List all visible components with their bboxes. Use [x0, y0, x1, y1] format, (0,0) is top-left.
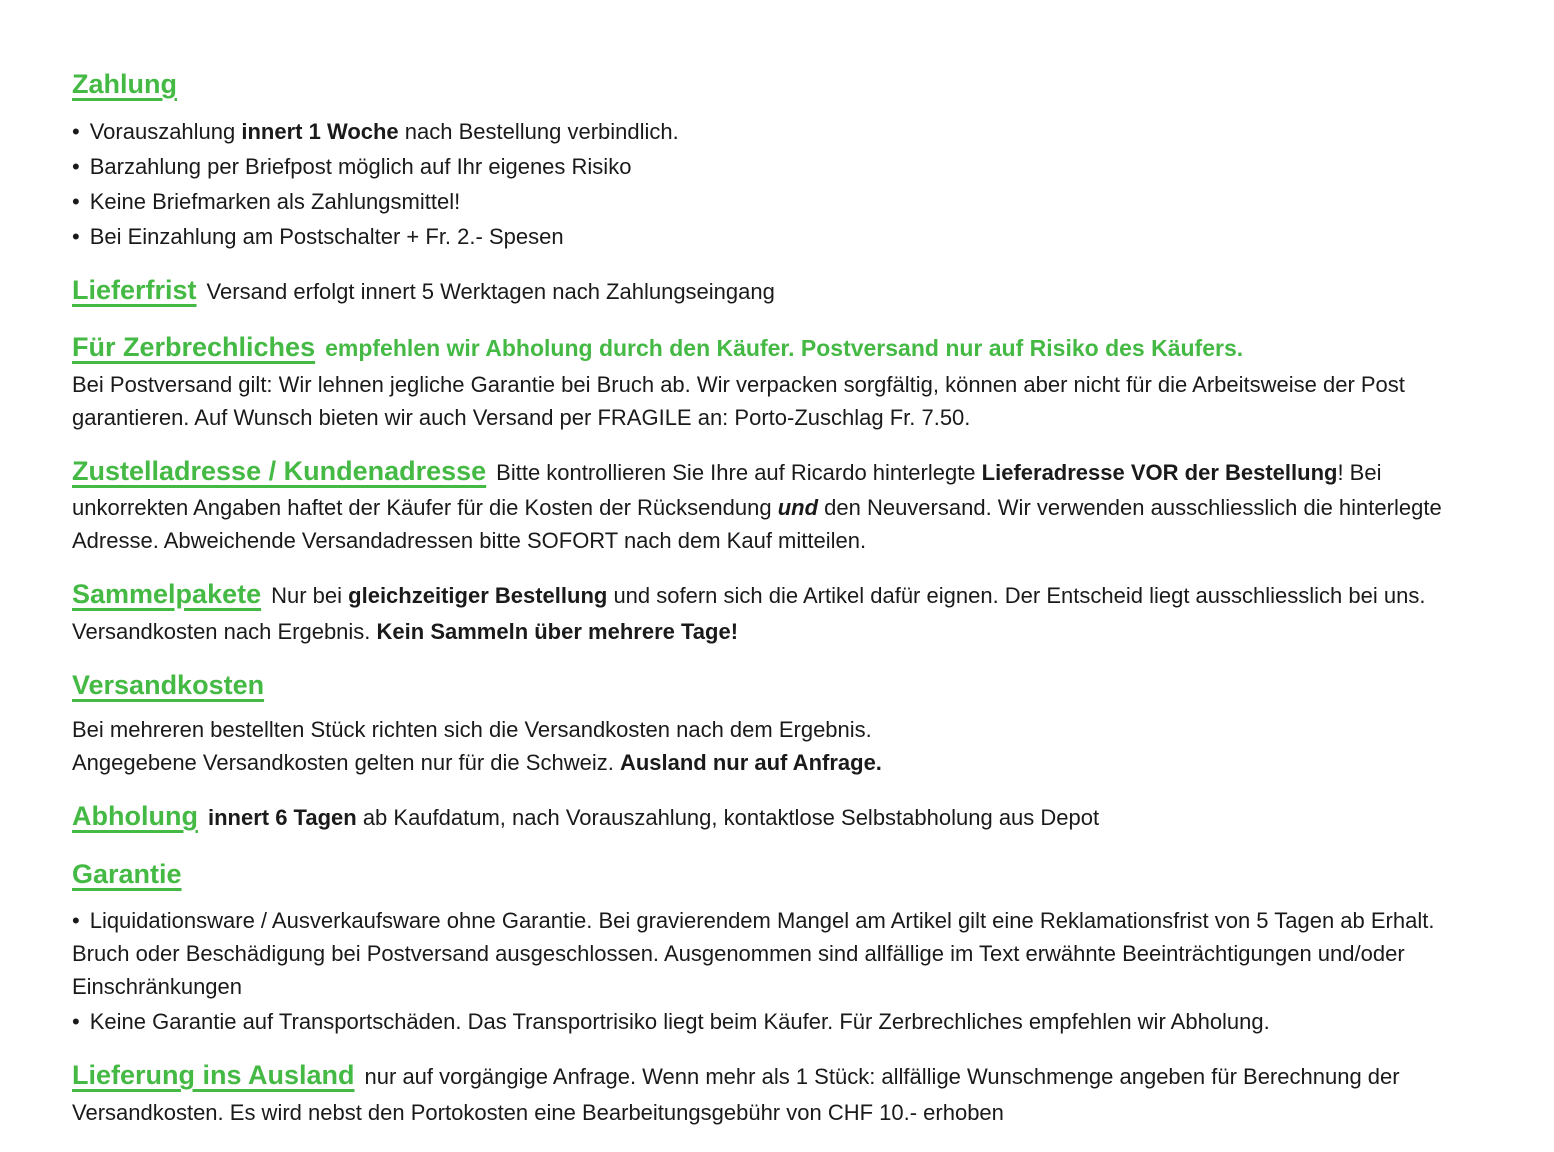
bullet-item: [72, 1005, 1484, 1038]
paragraph: [72, 451, 1484, 558]
heading-zahlung: Zahlung: [72, 69, 177, 99]
body-text-bold: innert 6 Tagen: [207, 805, 357, 830]
bullet-text: Bei Einzahlung am Postschalter + Fr. 2.- Spesen: [89, 223, 564, 249]
bullet-text: Keine Briefmarken als Zahlungsmittel!: [89, 188, 461, 214]
paragraph: [72, 270, 1484, 311]
body-text: Angegebene Versandkosten gelten nur für die Schweiz.: [72, 750, 620, 775]
bullet-marker: •: [72, 908, 80, 933]
section-garantie: [72, 854, 1484, 1039]
bullet-item: [72, 150, 1484, 183]
body-text: Bei mehreren bestellten Stück richten sich die Versandkosten nach dem Ergebnis.: [72, 717, 872, 742]
body-text-bold: gleichzeitiger Bestellung: [348, 583, 608, 608]
bullet-marker: •: [72, 118, 80, 144]
body-text: ab Kaufdatum, nach Vorauszahlung, kontaktlose Selbstabholung aus Depot: [356, 805, 1100, 830]
body-text: Nur bei: [271, 583, 349, 608]
body-text: Bitte kontrollieren Sie Ihre auf Ricardo hinterlegte: [496, 459, 982, 485]
paragraph: [72, 1055, 1484, 1129]
heading-sammelpakete: Sammelpakete: [72, 579, 262, 609]
paragraph: [72, 713, 1484, 746]
paragraph: [72, 368, 1484, 434]
section-abholung: [72, 796, 1484, 837]
heading-versandkosten: Versandkosten: [72, 669, 265, 700]
section-zustelladresse: [72, 451, 1484, 558]
body-text: Bei Postversand gilt: Wir lehnen jegliche Garantie bei Bruch ab. Wir verpacken sorgfältig, können aber nicht für die Arbeitsweise der Post garantieren. Auf Wunsch bieten wir auch Versand per FRAGILE an: Porto-Zuschlag Fr. 7.50.: [72, 371, 1405, 430]
section-zahlung: [72, 64, 1484, 253]
body-text: und sofern sich die Artikel dafür eignen. Der Entscheid liegt ausschliesslich bei uns. Versandkosten nach Ergebnis.: [72, 583, 1426, 644]
paragraph: [72, 574, 1484, 648]
heading-zerbrechliches: Für Zerbrechliches: [72, 332, 316, 362]
bullet-marker: •: [72, 223, 80, 249]
bullet-text: Keine Garantie auf Transportschäden. Das Transportrisiko liegt beim Käufer. Für Zerbrechliches empfehlen wir Abholung.: [89, 1009, 1270, 1034]
heading-ausland: Lieferung ins Ausland: [72, 1060, 355, 1090]
bullet-text: Vorauszahlung: [89, 118, 242, 144]
subtitle-green: empfehlen wir Abholung durch den Käufer. Postversand nur auf Risiko des Käufers.: [325, 335, 1244, 361]
bullet-marker: •: [72, 1009, 80, 1034]
section-versandkosten: [72, 665, 1484, 780]
heading-lieferfrist: Lieferfrist: [72, 274, 197, 305]
paragraph: [72, 327, 1484, 368]
body-text-bold-italic: und: [777, 495, 819, 520]
bullet-text: Liquidationsware / Ausverkaufsware ohne Garantie. Bei gravierendem Mangel am Artikel gilt eine Reklamationsfrist von 5 Tagen ab Erhalt. Bruch oder Beschädigung bei Postversand ausgeschlossen. Ausgenommen sind allfällige im Text erwähnte Beeinträchtigungen und/oder Einschränkungen: [72, 908, 1435, 999]
bullet-item: [72, 904, 1484, 1003]
body-text-bold: Lieferadresse VOR der Bestellung: [981, 459, 1338, 485]
heading-garantie: Garantie: [72, 858, 182, 889]
body-text-bold: Kein Sammeln über mehrere Tage!: [376, 618, 739, 644]
section-sammelpakete: [72, 574, 1484, 648]
bullet-item: [72, 220, 1484, 253]
bullet-text-bold: innert 1 Woche: [241, 118, 399, 144]
body-text: nur auf vorgängige Anfrage. Wenn mehr als 1 Stück: allfällige Wunschmenge angeben für Berechnung der Versandkosten. Es wird nebst den Portokosten eine Bearbeitungsgebühr von CHF 10.- erhoben: [72, 1064, 1400, 1125]
body-text: ! Bei unkorrekten Angaben haftet der Käufer für die Kosten der Rücksendung: [72, 459, 1382, 520]
bullet-text: nach Bestellung verbindlich.: [398, 118, 679, 144]
bullet-marker: •: [72, 188, 80, 214]
section-lieferfrist: [72, 270, 1484, 311]
bullet-item: [72, 115, 1484, 148]
section-zerbrechliches: [72, 327, 1484, 434]
body-text: den Neuversand. Wir verwenden ausschliesslich die hinterlegte Adresse. Abweichende Versandadressen bitte SOFORT nach dem Kauf mitteilen.: [72, 495, 1442, 553]
paragraph: [72, 796, 1484, 837]
body-text-bold: Ausland nur auf Anfrage.: [619, 750, 882, 775]
heading-zustelladresse: Zustelladresse / Kundenadresse: [72, 455, 487, 486]
heading-abholung: Abholung: [72, 801, 198, 831]
body-text: Versand erfolgt innert 5 Werktagen nach Zahlungseingang: [206, 278, 775, 304]
bullet-text: Barzahlung per Briefpost möglich auf Ihr eigenes Risiko: [89, 153, 632, 179]
bullet-marker: •: [72, 153, 80, 179]
section-ausland: [72, 1055, 1484, 1129]
paragraph: [72, 746, 1484, 779]
bullet-item: [72, 185, 1484, 218]
